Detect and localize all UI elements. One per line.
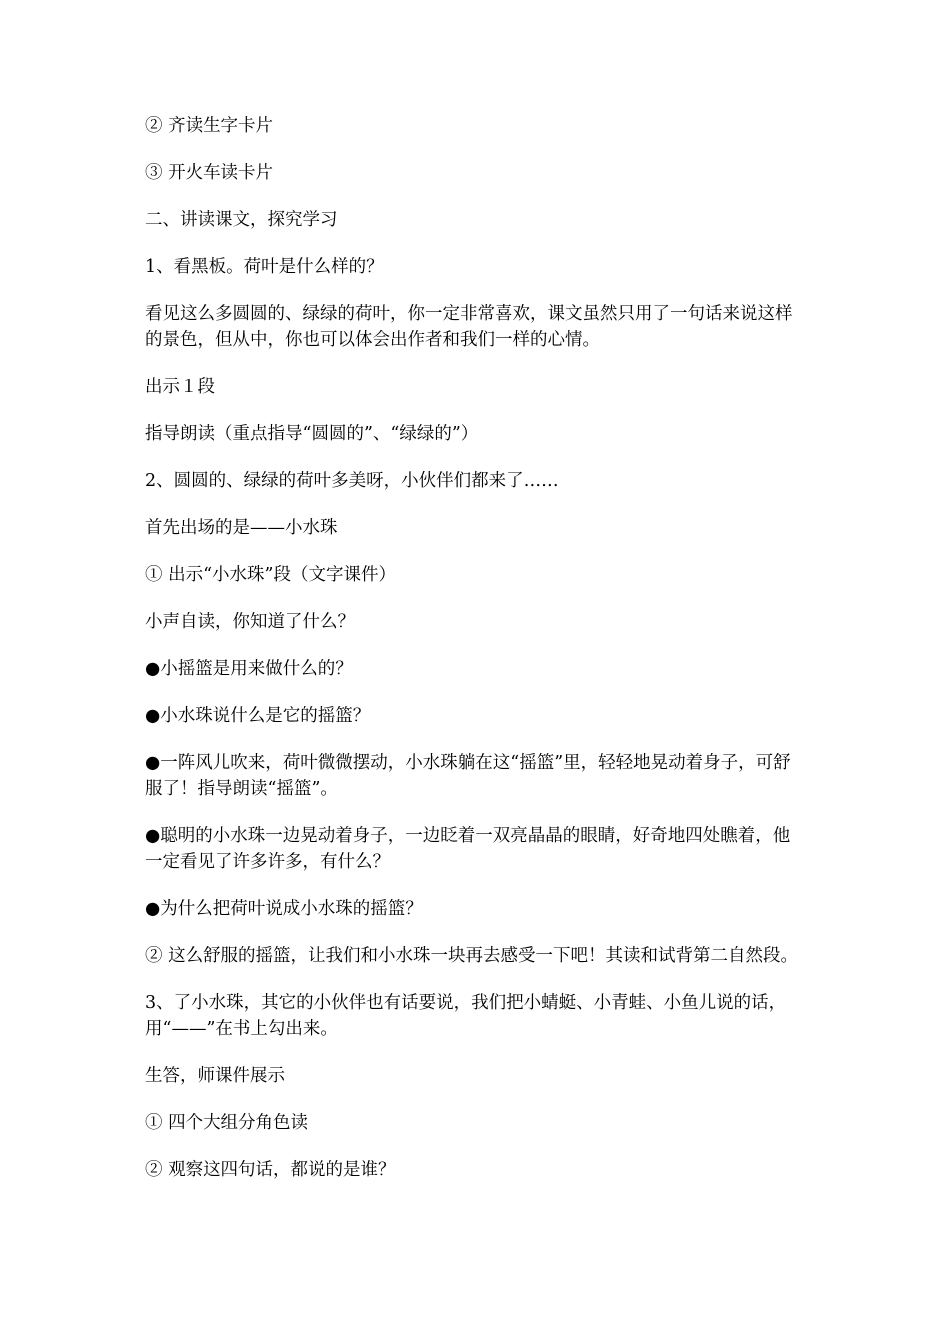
- section-heading-two: 二、讲读课文，探究学习: [145, 210, 338, 230]
- document-body: [145, 113, 805, 1204]
- paragraph-step-2: 2、圆圆的、绿绿的荷叶多美呀，小伙伴们都来了……: [145, 471, 559, 491]
- bullet-wind-blows: ●一阵风儿吹来，荷叶微微摆动，小水珠躺在这“摇篮”里，轻轻地晃动着身子，可舒服了！指导朗读“摇篮”。: [145, 753, 791, 799]
- paragraph-first-appearance: 首先出场的是——小水珠: [145, 518, 338, 538]
- paragraph-train-reading-cards: ③ 开火车读卡片: [145, 163, 274, 183]
- paragraph-guided-reading: 指导朗读（重点指导“圆圆的”、“绿绿的”）: [145, 424, 479, 444]
- paragraph-step-1: 1、看黑板。荷叶是什么样的？: [145, 257, 384, 277]
- paragraph-show-section-1: 出示１段: [145, 377, 215, 397]
- bullet-cradle-purpose: ●小摇篮是用来做什么的？: [145, 659, 353, 679]
- paragraph-step-3: 3、了小水珠，其它的小伙伴也有话要说，我们把小蜻蜓、小青蛙、小鱼儿说的话，用“——”在书上勾出来。: [145, 993, 787, 1039]
- paragraph-role-reading: ① 四个大组分角色读: [145, 1113, 309, 1133]
- paragraph-students-answer: 生答，师课件展示: [145, 1066, 285, 1086]
- bullet-why-cradle: ●为什么把荷叶说成小水珠的摇篮？: [145, 899, 423, 919]
- bullet-clever-water-drop: ●聪明的小水珠一边晃动着身子，一边眨着一双亮晶晶的眼睛，好奇地四处瞧着，他一定看见了许多许多，有什么？: [145, 826, 791, 872]
- paragraph-show-water-drop: ① 出示“小水珠”段（文字课件）: [145, 565, 396, 585]
- bullet-what-is-cradle: ●小水珠说什么是它的摇篮？: [145, 706, 371, 726]
- paragraph-lotus-description: 看见这么多圆圆的、绿绿的荷叶，你一定非常喜欢，课文虽然只用了一句话来说这样的景色，但从中，你也可以体会出作者和我们一样的心情。: [145, 304, 793, 350]
- paragraph-quiet-reading: 小声自读，你知道了什么？: [145, 612, 355, 632]
- paragraph-observe-sentences: ② 观察这四句话，都说的是谁？: [145, 1160, 396, 1180]
- paragraph-comfortable-cradle: ② 这么舒服的摇篮，让我们和小水珠一块再去感受一下吧！其读和试背第二自然段。: [145, 946, 799, 966]
- paragraph-read-character-cards: ② 齐读生字卡片: [145, 116, 274, 136]
